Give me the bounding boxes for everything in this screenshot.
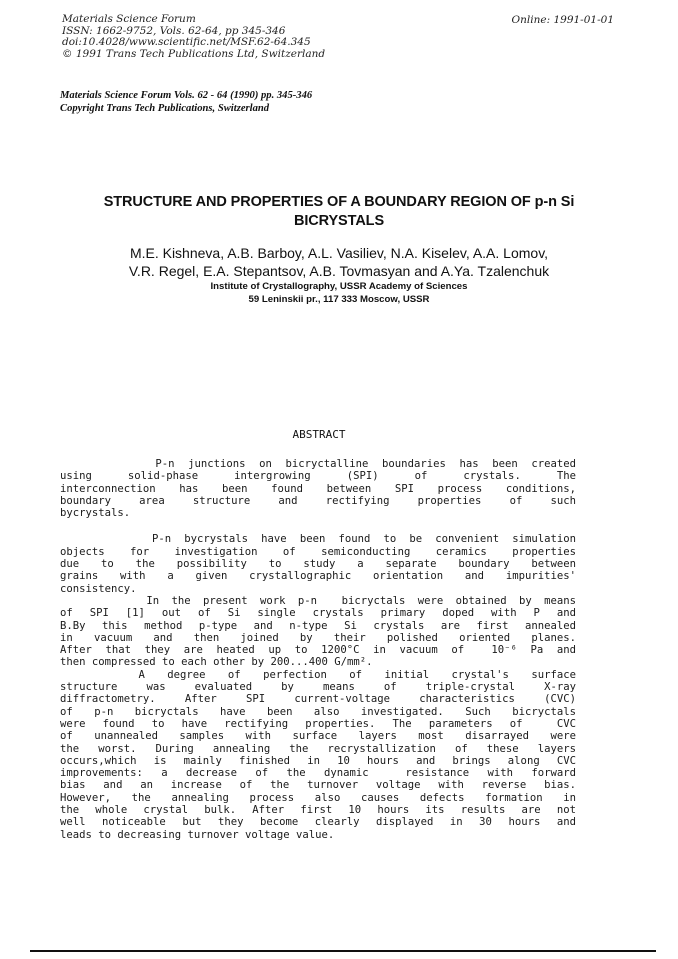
publication-header (62, 14, 325, 60)
authors-line-1: M.E. Kishneva, A.B. Barboy, A.L. Vasiliev, N.A. Kiselev, A.A. Lomov, (129, 245, 549, 261)
abstract-line: then compressed to each other by 200...400 G/mm². (60, 656, 373, 669)
abstract-line: interconnection has been found between SPI process conditions, (60, 482, 576, 495)
abstract-line: of unannealed samples with surface layers most disarrayed were (60, 730, 576, 743)
abstract-line: P-n bycrystals have been found to be convenient simulation (60, 533, 576, 546)
abstract-line: However, the annealing process also causes defects formation in (60, 791, 576, 804)
abstract-line: in vacuum and then joined by their polished oriented planes. (60, 631, 576, 644)
abstract-line: due to the possibility to study a separate boundary between (60, 558, 576, 571)
page-bottom-rule (30, 950, 656, 952)
title-line-1: STRUCTURE AND PROPERTIES OF A BOUNDARY REGION OF p-n Si (103, 194, 575, 210)
journal-copyright-line: Copyright Trans Tech Publications, Switzerland (60, 103, 270, 114)
abstract-line: leads to decreasing turnover voltage value. (60, 828, 335, 841)
journal-name: Materials Science Forum (62, 13, 196, 25)
affiliation-line-2: 59 Leninskii pr., 117 333 Moscow, USSR (248, 293, 430, 305)
abstract-line: grains with a given crystallographic orientation and impurities' (60, 570, 576, 583)
author-list (60, 245, 618, 280)
abstract-line: using solid-phase intergrowing (SPI) of crystals. The (60, 470, 576, 483)
abstract-line: of p-n bicryctals have been also investigated. Such bicryctals (60, 705, 576, 718)
abstract-line: bias and an increase of the turnover voltage with reverse bias. (60, 779, 576, 792)
title-line-2: BICRYSTALS (293, 213, 385, 229)
abstract-body (60, 458, 576, 841)
doi-line[interactable]: doi:10.4028/www.scientific.net/MSF.62-64.345 (62, 36, 311, 49)
issn-line: ISSN: 1662-9752, Vols. 62-64, pp 345-346 (62, 24, 286, 37)
abstract-line: diffractometry. After SPI current-voltage characteristics (CVC) (60, 693, 576, 706)
abstract-line: consistency. (60, 582, 137, 595)
abstract-heading: ABSTRACT (292, 428, 346, 441)
online-date: Online: 1991-01-01 (511, 14, 614, 26)
abstract-paragraph (60, 458, 576, 519)
authors-line-2: V.R. Regel, E.A. Stepantsov, A.B. Tovmasyan and A.Ya. Tzalenchuk (128, 262, 550, 279)
affiliation (60, 281, 618, 306)
abstract-line: the worst. During annealing the recrystallization of these layers (60, 742, 576, 755)
abstract-line: improvements: a decrease of the dynamic resistance with forward (60, 767, 576, 780)
abstract-line: boundary area structure and rectifying properties of such (60, 494, 576, 507)
abstract-line: A degree of perfection of initial crystal's surface (60, 668, 576, 681)
abstract-line: structure was evaluated by means of triple-crystal X-ray (60, 681, 576, 694)
copyright-line: © 1991 Trans Tech Publications Ltd, Switzerland (62, 47, 326, 60)
journal-volume-line: Materials Science Forum Vols. 62 - 64 (1990) pp. 345-346 (60, 90, 313, 101)
abstract-line: well noticeable but they become clearly displayed in 30 hours and (60, 816, 576, 829)
abstract-line: were found to have rectifying properties. The parameters of CVC (60, 717, 576, 730)
abstract-line: After that they are heated up to 1200°C in vacuum of 10⁻⁶ Pa and (60, 644, 576, 657)
abstract-paragraph (60, 533, 576, 840)
abstract-line: objects for investigation of semiconducting ceramics properties (60, 545, 576, 558)
abstract-line: occurs,which is mainly finished in 10 hours and brings along CVC (60, 754, 576, 767)
abstract-line: B.By this method p-type and n-type Si crystals are first annealed (60, 619, 576, 632)
abstract-line: bycrystals. (60, 507, 131, 520)
abstract-line: of SPI [1] out of Si single crystals primary doped with P and (60, 607, 576, 620)
abstract-line: the whole crystal bulk. After first 10 hours its results are not (60, 804, 576, 817)
affiliation-line-1: Institute of Crystallography, USSR Academy of Sciences (210, 281, 468, 292)
journal-block (60, 89, 312, 115)
abstract-line: P-n junctions on bicryctalline boundaries has been created (60, 458, 576, 470)
abstract-line: In the present work p-n bicryctals were obtained by means (60, 594, 576, 607)
paper-title (50, 193, 628, 231)
